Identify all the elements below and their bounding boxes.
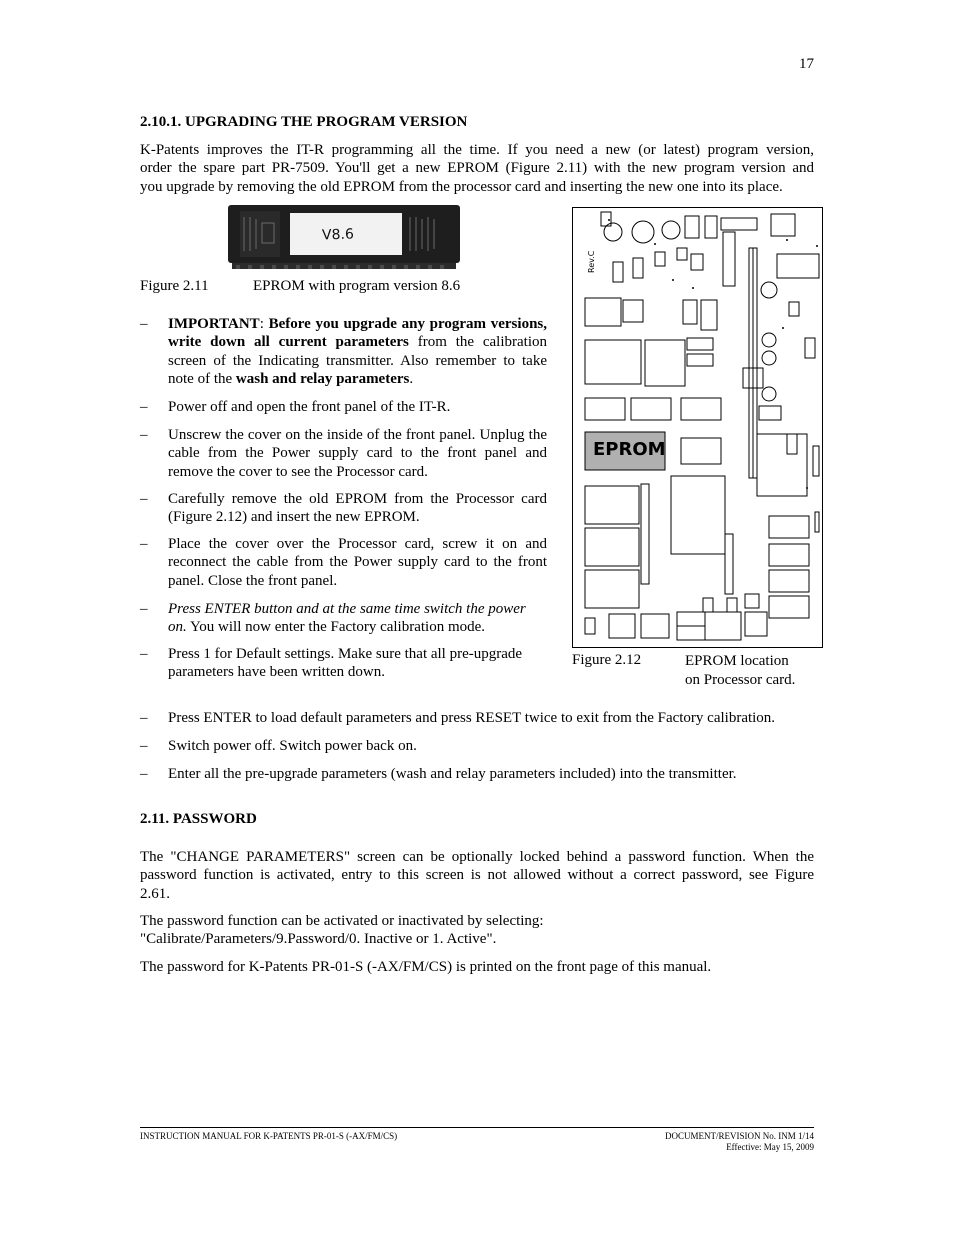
figure-2-11-caption: EPROM with program version 8.6: [253, 278, 461, 294]
bullet-text: Enter all the pre-upgrade parameters (wash and relay parameters included) into the transmitter.: [168, 766, 737, 782]
bullet-press-enter-power: [140, 600, 547, 637]
intro-line-3: you upgrade by removing the old EPROM from the processor card and inserting the new one into its place.: [140, 178, 783, 195]
page-number: 17: [799, 56, 814, 72]
password-p2-line-1: The password function can be activated or inactivated by selecting:: [140, 913, 544, 929]
figure-2-12-number: Figure 2.12: [572, 652, 642, 668]
bullet-dash: –: [140, 316, 148, 332]
important-warning: Before you upgrade any program versions, write down all current parameters: [168, 316, 547, 351]
intro-line-2: order the spare part PR-7509. You'll get a new EPROM (Figure 2.11) with the new program version and: [140, 160, 814, 177]
footer-left: INSTRUCTION MANUAL FOR K-PATENTS PR-01-S (-AX/FM/CS): [140, 1131, 398, 1141]
bullet-important: [140, 315, 547, 388]
bullet-italic-text: Press ENTER button and at the same time switch the power on.: [168, 601, 526, 636]
figure-2-12-caption-line-2: on Processor card.: [685, 672, 796, 688]
bullet-remove-eprom: [140, 490, 547, 527]
bullet-text: Press ENTER to load default parameters and press RESET twice to exit from the Factory calibration.: [168, 710, 776, 726]
bullet-switch-power: [140, 737, 814, 755]
bullet-dash: –: [140, 399, 148, 415]
figure-2-11-number: Figure 2.11: [140, 278, 209, 294]
bullet-enter-parameters: [140, 765, 814, 783]
bullet-load-defaults: [140, 709, 814, 727]
bullet-text: You will now enter the Factory calibration mode.: [189, 619, 486, 636]
bullet-dash: –: [140, 710, 148, 726]
bullet-text: Carefully remove the old EPROM from the Processor card (Figure 2.12) and insert the new EPROM.: [168, 491, 547, 526]
bullet-text: Power off and open the front panel of the IT-R.: [168, 399, 451, 415]
important-wash-relay: wash and relay parameters: [235, 370, 410, 387]
password-p1-line-2: password function is activated, entry to this screen is not allowed without a correct password, see Figure: [140, 867, 814, 884]
password-p1-line-1: The "CHANGE PARAMETERS" screen can be optionally locked behind a password function. When the: [140, 849, 814, 865]
board-revision-label: Rev.C: [587, 250, 596, 273]
footer-right: [560, 1131, 814, 1153]
password-paragraph-1: [140, 848, 814, 903]
password-p2-line-2: "Calibrate/Parameters/9.Password/0. Inactive or 1. Active".: [140, 931, 497, 948]
bullet-text: Unscrew the cover on the inside of the front panel. Unplug the cable from the Power supply card to the front panel and remove the cover to see the Processor card.: [168, 427, 547, 480]
intro-paragraph: [140, 141, 814, 196]
password-p1-line-3: 2.61.: [140, 885, 170, 902]
bullet-dash: –: [140, 738, 148, 754]
figure-2-12-caption: [685, 652, 795, 690]
processor-card-diagram: [572, 207, 823, 648]
bullet-dash: –: [140, 646, 148, 662]
bullet-dash: –: [140, 536, 148, 552]
bullet-dash: –: [140, 601, 148, 617]
section-heading-password: 2.11. PASSWORD: [140, 811, 257, 827]
password-paragraph-3: The password for K-Patents PR-01-S (-AX/FM/CS) is printed on the front page of this manual.: [140, 959, 712, 975]
bullet-text: Place the cover over the Processor card, screw it on and reconnect the cable from the Power supply card to the front panel. Close the front panel.: [168, 536, 547, 589]
important-text: from the calibration screen of the Indicating transmitter. Also remember to take note of the: [168, 334, 547, 387]
important-label: IMPORTANT: [168, 316, 260, 332]
bullet-dash: –: [140, 766, 148, 782]
footer-effective-date: Effective: May 15, 2009: [726, 1142, 814, 1152]
bullet-dash: –: [140, 427, 148, 443]
important-colon: :: [259, 316, 264, 332]
intro-line-1: K-Patents improves the IT-R programming all the time. If you need a new (or latest) program version,: [140, 142, 814, 158]
footer-rule: [140, 1127, 814, 1128]
important-period: .: [409, 370, 414, 387]
eprom-chip-image: [228, 205, 460, 269]
footer-document-revision: DOCUMENT/REVISION No. INM 1/14: [665, 1131, 814, 1141]
figure-2-12-caption-line-1: EPROM location: [685, 653, 789, 669]
password-paragraph-2: [140, 912, 814, 949]
bullet-unscrew-cover: [140, 426, 547, 481]
bullet-default-settings: [140, 645, 547, 682]
bullet-power-off: [140, 398, 547, 416]
eprom-location-label: EPROM: [593, 439, 666, 460]
section-heading-upgrading: 2.10.1. UPGRADING THE PROGRAM VERSION: [140, 114, 468, 130]
bullet-text: Switch power off. Switch power back on.: [168, 738, 417, 754]
eprom-chip-version-label: V8.6: [321, 226, 355, 244]
bullet-place-cover: [140, 535, 547, 590]
bullet-text: Press 1 for Default settings. Make sure that all pre-upgrade parameters have been written down.: [168, 646, 523, 681]
bullet-dash: –: [140, 491, 148, 507]
